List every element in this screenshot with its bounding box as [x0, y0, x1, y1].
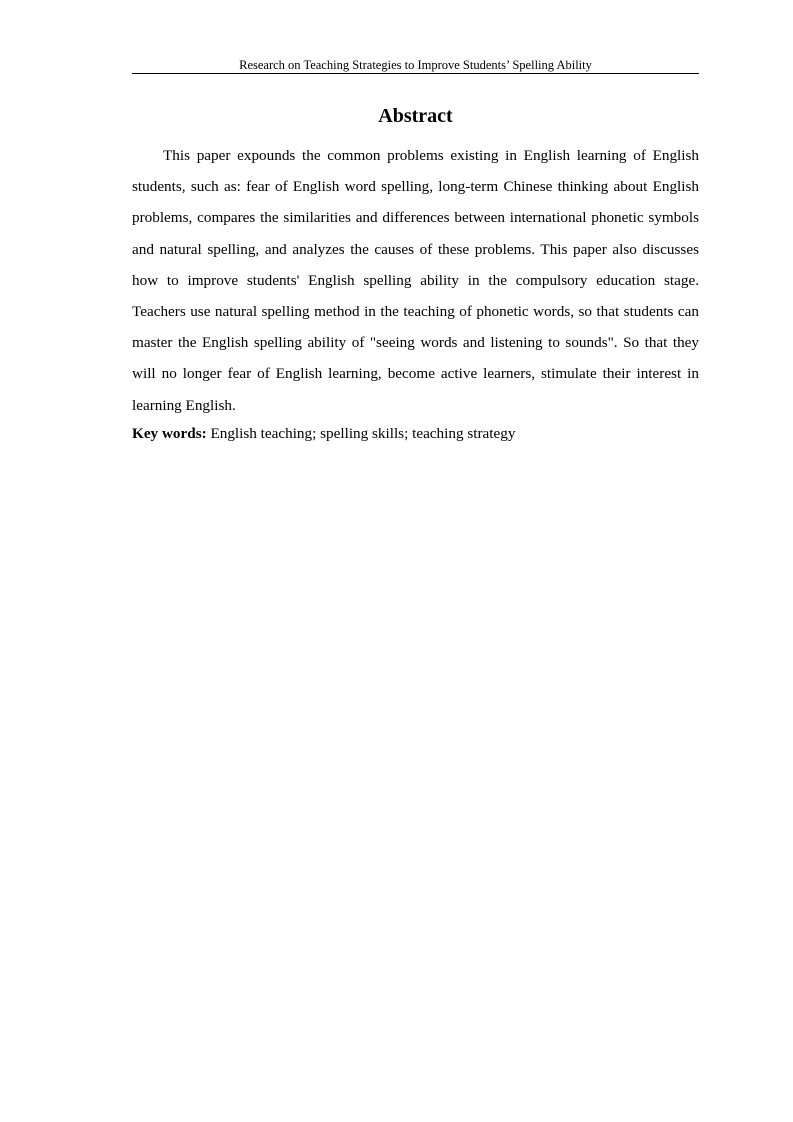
keywords-line	[132, 422, 699, 446]
keywords-text: English teaching; spelling skills; teaching strategy	[210, 425, 516, 442]
abstract-body: This paper expounds the common problems existing in English learning of English students, such as: fear of English word spelling, long-term Chinese thinking about English problems, compares the similarities and differences between international phonetic symbols and natural spelling, and analyzes the causes of these problems. This paper also discusses how to improve students' English spelling ability in the compulsory education stage. Teachers use natural spelling method in the teaching of phonetic words, so that students can master the English spelling ability of "seeing words and listening to sounds". So that they will no longer fear of English learning, become active learners, stimulate their interest in learning English.	[132, 147, 699, 414]
keywords-label: Key words:	[132, 425, 207, 442]
running-header: Research on Teaching Strategies to Improve Students’ Spelling Ability	[239, 58, 592, 72]
header-rule	[132, 73, 699, 74]
abstract-title: Abstract	[378, 105, 453, 127]
